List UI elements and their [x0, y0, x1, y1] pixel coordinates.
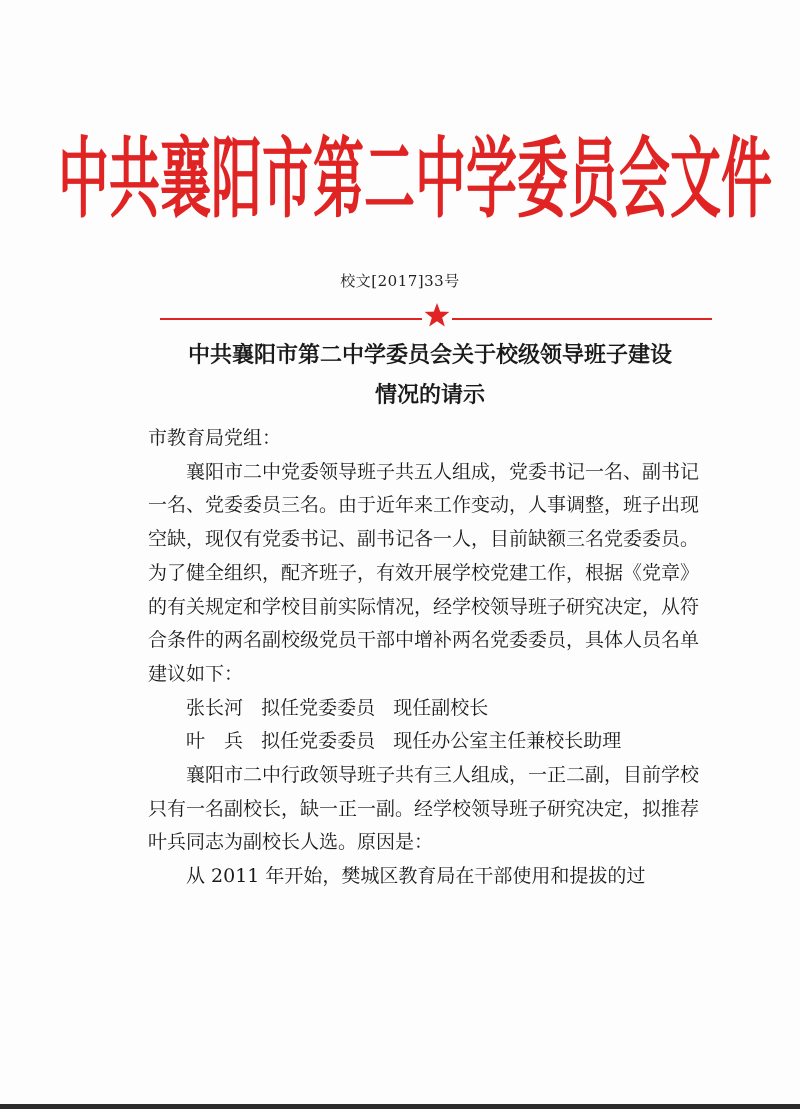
paragraph-3: 从 2011 年开始，樊城区教育局在干部使用和提拔的过 [186, 865, 646, 888]
red-header-title: 中共襄阳市第二中学委员会文件 [58, 129, 773, 231]
star-icon [424, 302, 450, 328]
candidate-current: 现任办公室主任兼校长助理 [393, 730, 622, 753]
document-title-line-2: 情况的请示 [374, 383, 485, 408]
candidate-line [148, 725, 713, 759]
document-number: 校文[2017]33号 [340, 272, 460, 290]
scan-bottom-edge [0, 1104, 800, 1109]
document-title-line-1: 中共襄阳市第二中学委员会关于校级领导班子建设 [187, 343, 672, 368]
candidate-line [148, 692, 713, 726]
paragraph-2: 襄阳市二中行政领导班子共有三人组成，一正二副，目前学校只有一名副校长，缺一正一副。经学校领导班子研究决定，拟推荐叶兵同志为副校长人选。原因是： [148, 764, 700, 854]
candidate-proposed: 拟任党委委员 [261, 730, 376, 753]
document-title [120, 336, 740, 416]
salutation: 市教育局党组： [148, 427, 282, 449]
red-divider-left [160, 318, 422, 320]
candidate-name: 叶 兵 [186, 730, 244, 753]
candidate-name: 张长河 [186, 696, 244, 719]
red-divider-right [452, 318, 712, 320]
candidate-current: 现任副校长 [393, 696, 489, 719]
document-body [148, 422, 713, 894]
paragraph-1: 襄阳市二中党委领导班子共五人组成，党委书记一名、副书记一名、党委委员三名。由于近年来工作变动，人事调整，班子出现空缺，现仅有党委书记、副书记各一人，目前缺额三名党委委员。为了健全组织，配齐班子，有效开展学校党建工作，根据《党章》的有关规定和学校目前实际情况，经学校领导班子研究决定，从符合条件的两名副校级党员干部中增补两名党委委员，具体人员名单建议如下： [148, 460, 700, 685]
candidate-proposed: 拟任党委委员 [261, 696, 376, 719]
